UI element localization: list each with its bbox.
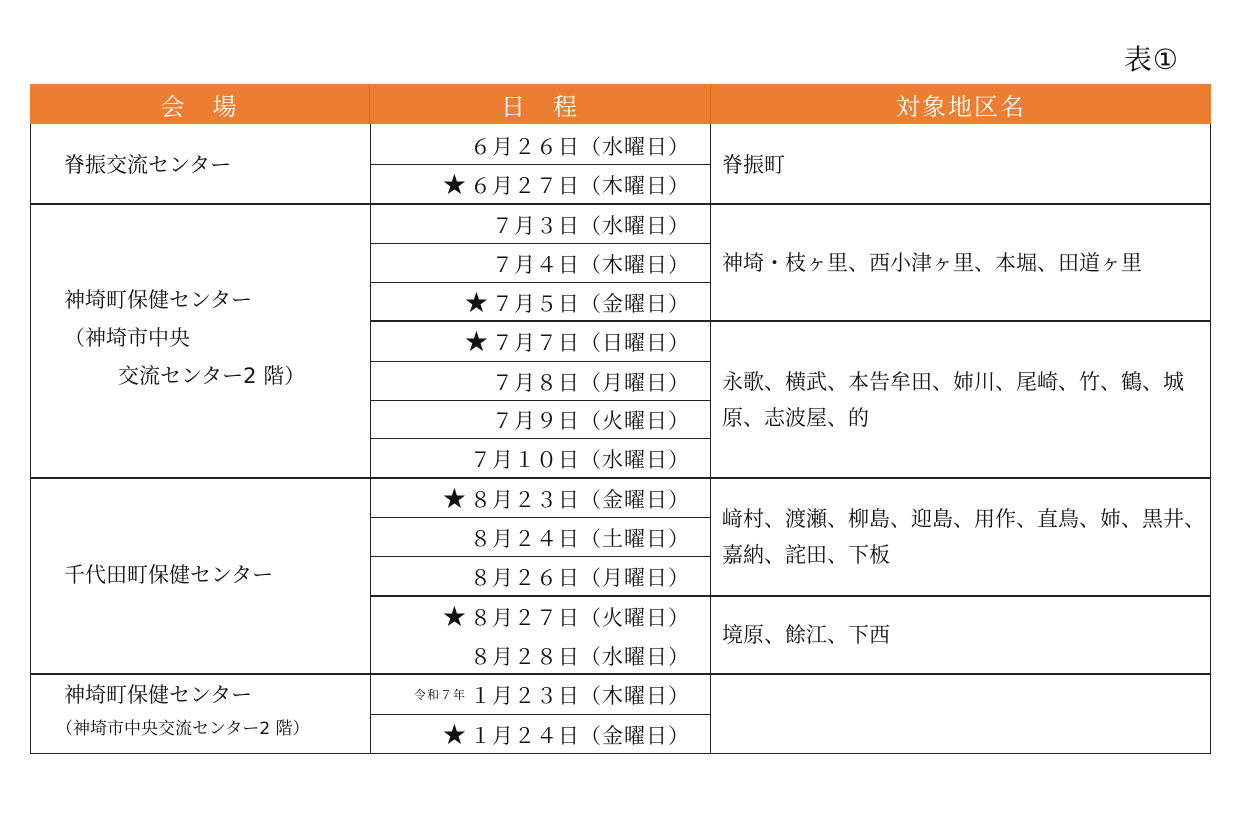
area-chiyoda-a: 﨑村、渡瀬、柳島、迎島、用作、直鳥、姉、黒井、嘉納、詫田、下板: [722, 507, 1205, 567]
venue-kanzaki: [30, 281, 370, 395]
area-kanzaki-b: 永歌、横武、本告牟田、姉川、尾崎、竹、鶴、城原、志波屋、的: [722, 369, 1184, 430]
date-cell: [370, 479, 710, 518]
border-right: [1210, 124, 1211, 754]
date-cell: [370, 597, 710, 636]
date-cell: [370, 557, 710, 596]
venue-kanzaki-2-line1: 神埼町保健センター: [64, 683, 253, 707]
star-icon: ★: [463, 325, 490, 358]
date-text: １月２３日（木曜日）: [470, 683, 690, 708]
header-area: 対象地区名: [711, 84, 1211, 124]
date-cell: [370, 518, 710, 557]
date-prefix: 令和７年: [413, 688, 466, 702]
date-cell: [370, 165, 710, 204]
date-cell: [370, 362, 710, 401]
date-text: ７月８日（月曜日）: [492, 370, 690, 395]
star-icon: ★: [441, 718, 468, 751]
header-venue: 会 場: [30, 84, 370, 124]
border-left: [30, 124, 31, 754]
date-text: ８月２７日（火曜日）: [470, 605, 690, 630]
star-icon: ★: [441, 600, 468, 633]
date-cell: [370, 636, 710, 675]
venue-kanzaki-line2: （神埼市中央: [64, 326, 190, 350]
area-kanzaki-a: 神埼・枝ヶ里、西小津ヶ里、本堀、田道ヶ里: [722, 250, 1142, 275]
venue-kanzaki-line1: 神埼町保健センター: [64, 288, 253, 312]
date-cell: [370, 715, 710, 754]
area-chiyoda-b: 境原、餘江、下西: [722, 623, 890, 647]
star-icon: ★: [441, 168, 468, 201]
venue-kanzaki-2: [30, 678, 370, 746]
date-cell: [370, 205, 710, 244]
date-text: ７月５日（金曜日）: [492, 291, 690, 316]
date-cell: [370, 439, 710, 478]
date-text: ７月４日（木曜日）: [492, 252, 690, 277]
date-cell: [370, 283, 710, 322]
date-cell: [370, 675, 710, 714]
divider-schedule: [710, 124, 711, 754]
star-icon: ★: [441, 482, 468, 515]
date-text: ６月２６日（水曜日）: [470, 134, 690, 159]
date-text: ８月２６日（月曜日）: [470, 565, 690, 590]
venue-kanzaki-2-line2: （神埼市中央交流センター2 階）: [56, 719, 310, 739]
venue-kanzaki-line3: 交流センター2 階）: [118, 364, 306, 388]
date-text: １月２４日（金曜日）: [470, 723, 690, 748]
venue-chiyoda: 千代田町保健センター: [64, 563, 274, 587]
area-sefuri: 脊振町: [722, 152, 785, 177]
date-text: ８月２８日（水曜日）: [470, 644, 690, 669]
star-icon: ★: [463, 286, 490, 319]
venue-sefuri: 脊振交流センター: [64, 153, 232, 177]
header-schedule: 日 程: [370, 84, 711, 124]
date-text: ８月２３日（金曜日）: [470, 487, 690, 512]
date-cell: [370, 126, 710, 165]
date-text: ７月７日（日曜日）: [492, 330, 690, 355]
table-caption: 表①: [1123, 43, 1179, 76]
date-text: ７月３日（水曜日）: [492, 213, 690, 238]
date-text: ８月２４日（土曜日）: [470, 526, 690, 551]
date-cell: [370, 400, 710, 439]
date-cell: [370, 244, 710, 283]
date-text: ７月９日（火曜日）: [492, 408, 690, 433]
date-text: ６月２７日（木曜日）: [470, 173, 690, 198]
date-text: ７月１０日（水曜日）: [470, 447, 690, 472]
schedule-table: [30, 84, 1211, 754]
date-cell: [370, 322, 710, 361]
